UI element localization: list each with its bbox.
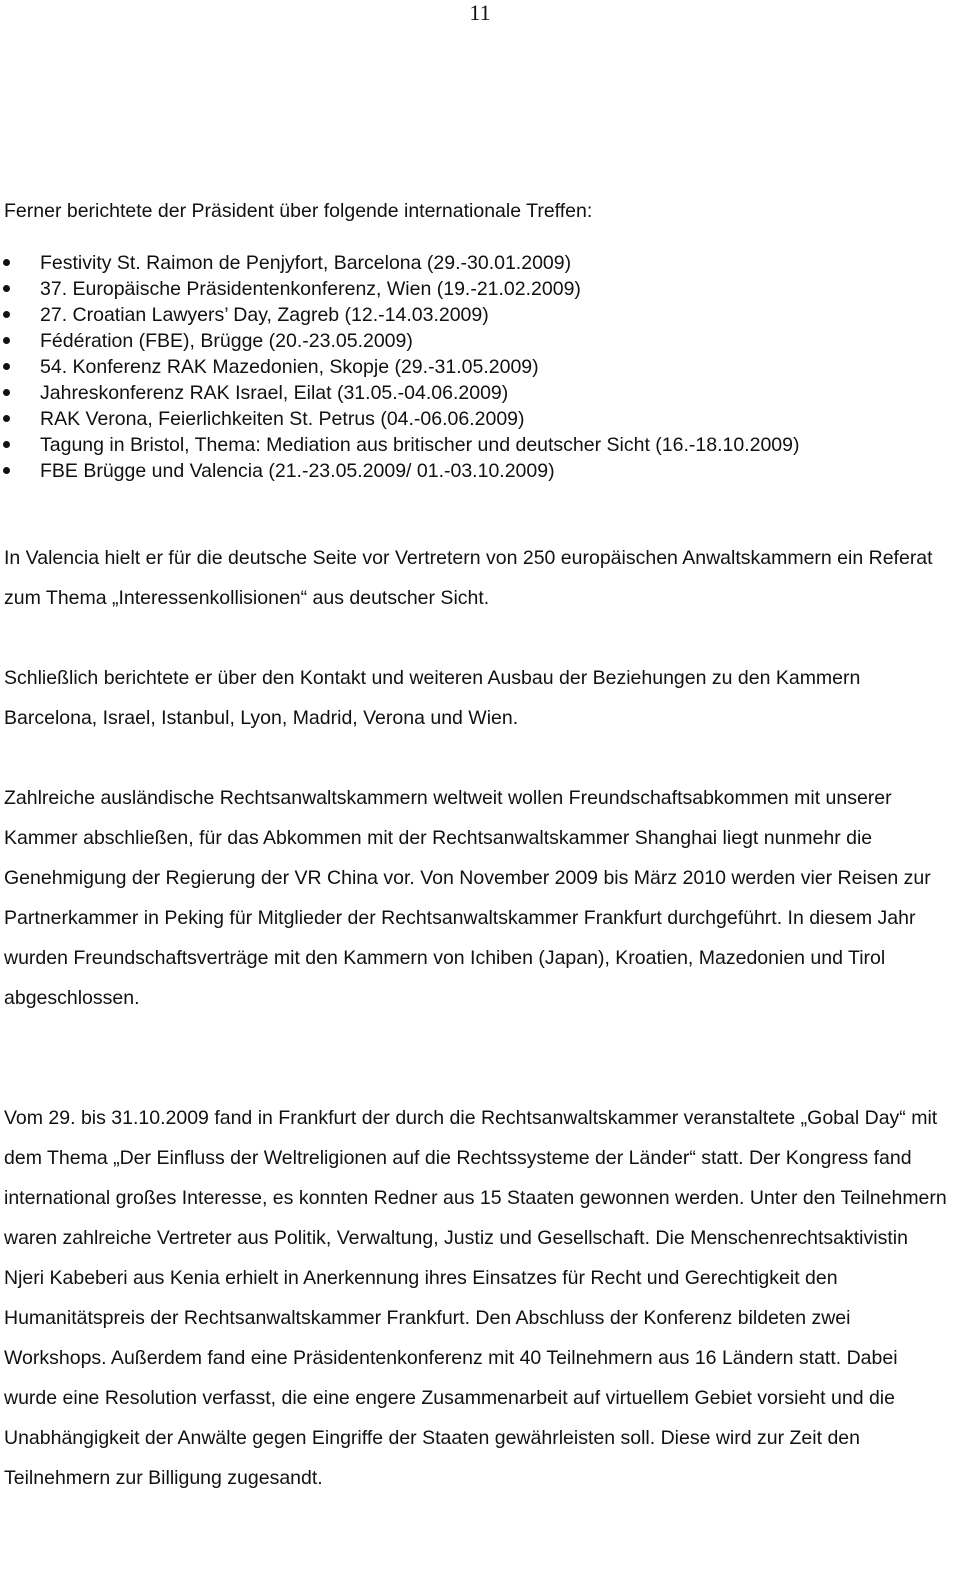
list-item-text: Tagung in Bristol, Thema: Mediation aus britischer und deutscher Sicht (16.-18.10.2009) [40, 434, 800, 456]
list-item-text: Fédération (FBE), Brügge (20.-23.05.2009) [40, 330, 413, 352]
paragraph-global-day: Vom 29. bis 31.10.2009 fand in Frankfurt der durch die Rechtsanwaltskammer veranstaltete „Gobal Day“ mit dem Thema „Der Einfluss der Weltreligionen auf die Rechtssysteme der Länder“ statt. Der Kongress fand international großes Interesse, es konnten Redner aus 15 Staaten gewonnen werden. Unter den Teilnehmern waren zahlreiche Vertreter aus Politik, Verwaltung, Justiz und Gesellschaft. Die Menschenrechtsaktivistin Njeri Kabeberi aus Kenia erhielt in Anerkennung ihres Einsatzes für Recht und Gerechtigkeit den Humanitätspreis der Rechtsanwaltskammer Frankfurt. Den Abschluss der Konferenz bildeten zwei Workshops. Außerdem fand eine Präsidentenkonferenz mit 40 Teilnehmern aus 16 Ländern statt. Dabei wurde eine Resolution verfasst, die eine engere Zusammenarbeit auf virtuellem Gebiet vorsieht und die Unabhängigkeit der Anwälte gegen Eingriffe der Staaten gewährleisten soll. Diese wird zur Zeit den Teilnehmern zur Billigung zugesandt. [4, 1107, 947, 1489]
event-list [0, 250, 900, 484]
list-item-text: FBE Brügge und Valencia (21.-23.05.2009/ 01.-03.10.2009) [40, 460, 555, 482]
list-item [0, 250, 900, 276]
bullet-icon [3, 415, 10, 422]
list-item-text: Jahreskonferenz RAK Israel, Eilat (31.05.-04.06.2009) [40, 382, 509, 404]
list-item-text: Festivity St. Raimon de Penjyfort, Barcelona (29.-30.01.2009) [40, 252, 572, 274]
bullet-icon [3, 285, 10, 292]
paragraph-valencia: In Valencia hielt er für die deutsche Seite vor Vertretern von 250 europäischen Anwaltskammern ein Referat zum Thema „Interessenkollisionen“ aus deutscher Sicht. [4, 547, 933, 609]
paragraph-kontakte: Schließlich berichtete er über den Kontakt und weiteren Ausbau der Beziehungen zu den Kammern Barcelona, Israel, Istanbul, Lyon, Madrid, Verona und Wien. [4, 667, 861, 729]
list-item [0, 276, 900, 302]
bullet-icon [3, 259, 10, 266]
page-number: 11 [469, 0, 491, 25]
list-item-text: 37. Europäische Präsidentenkonferenz, Wien (19.-21.02.2009) [40, 278, 581, 300]
paragraph-freundschaft: Zahlreiche ausländische Rechtsanwaltskammern weltweit wollen Freundschaftsabkommen mit unserer Kammer abschließen, für das Abkommen mit der Rechtsanwaltskammer Shanghai liegt nunmehr die Genehmigung der Regierung der VR China vor. Von November 2009 bis März 2010 werden vier Reisen zur Partnerkammer in Peking für Mitglieder der Rechtsanwaltskammer Frankfurt durchgeführt. In diesem Jahr wurden Freundschaftsverträge mit den Kammern von Ichiben (Japan), Kroatien, Mazedonien und Tirol abgeschlossen. [4, 787, 931, 1009]
bullet-icon [3, 311, 10, 318]
list-item [0, 406, 900, 432]
list-item [0, 380, 900, 406]
bullet-icon [3, 363, 10, 370]
list-item [0, 354, 900, 380]
list-item [0, 328, 900, 354]
list-item-text: RAK Verona, Feierlichkeiten St. Petrus (04.-06.06.2009) [40, 408, 525, 430]
bullet-icon [3, 337, 10, 344]
bullet-icon [3, 441, 10, 448]
bullet-icon [3, 467, 10, 474]
list-item [0, 458, 900, 484]
intro-text: Ferner berichtete der Präsident über folgende internationale Treffen: [4, 200, 593, 222]
list-item [0, 432, 900, 458]
bullet-icon [3, 389, 10, 396]
list-item-text: 27. Croatian Lawyers’ Day, Zagreb (12.-14.03.2009) [40, 304, 489, 326]
list-item [0, 302, 900, 328]
list-item-text: 54. Konferenz RAK Mazedonien, Skopje (29.-31.05.2009) [40, 356, 539, 378]
